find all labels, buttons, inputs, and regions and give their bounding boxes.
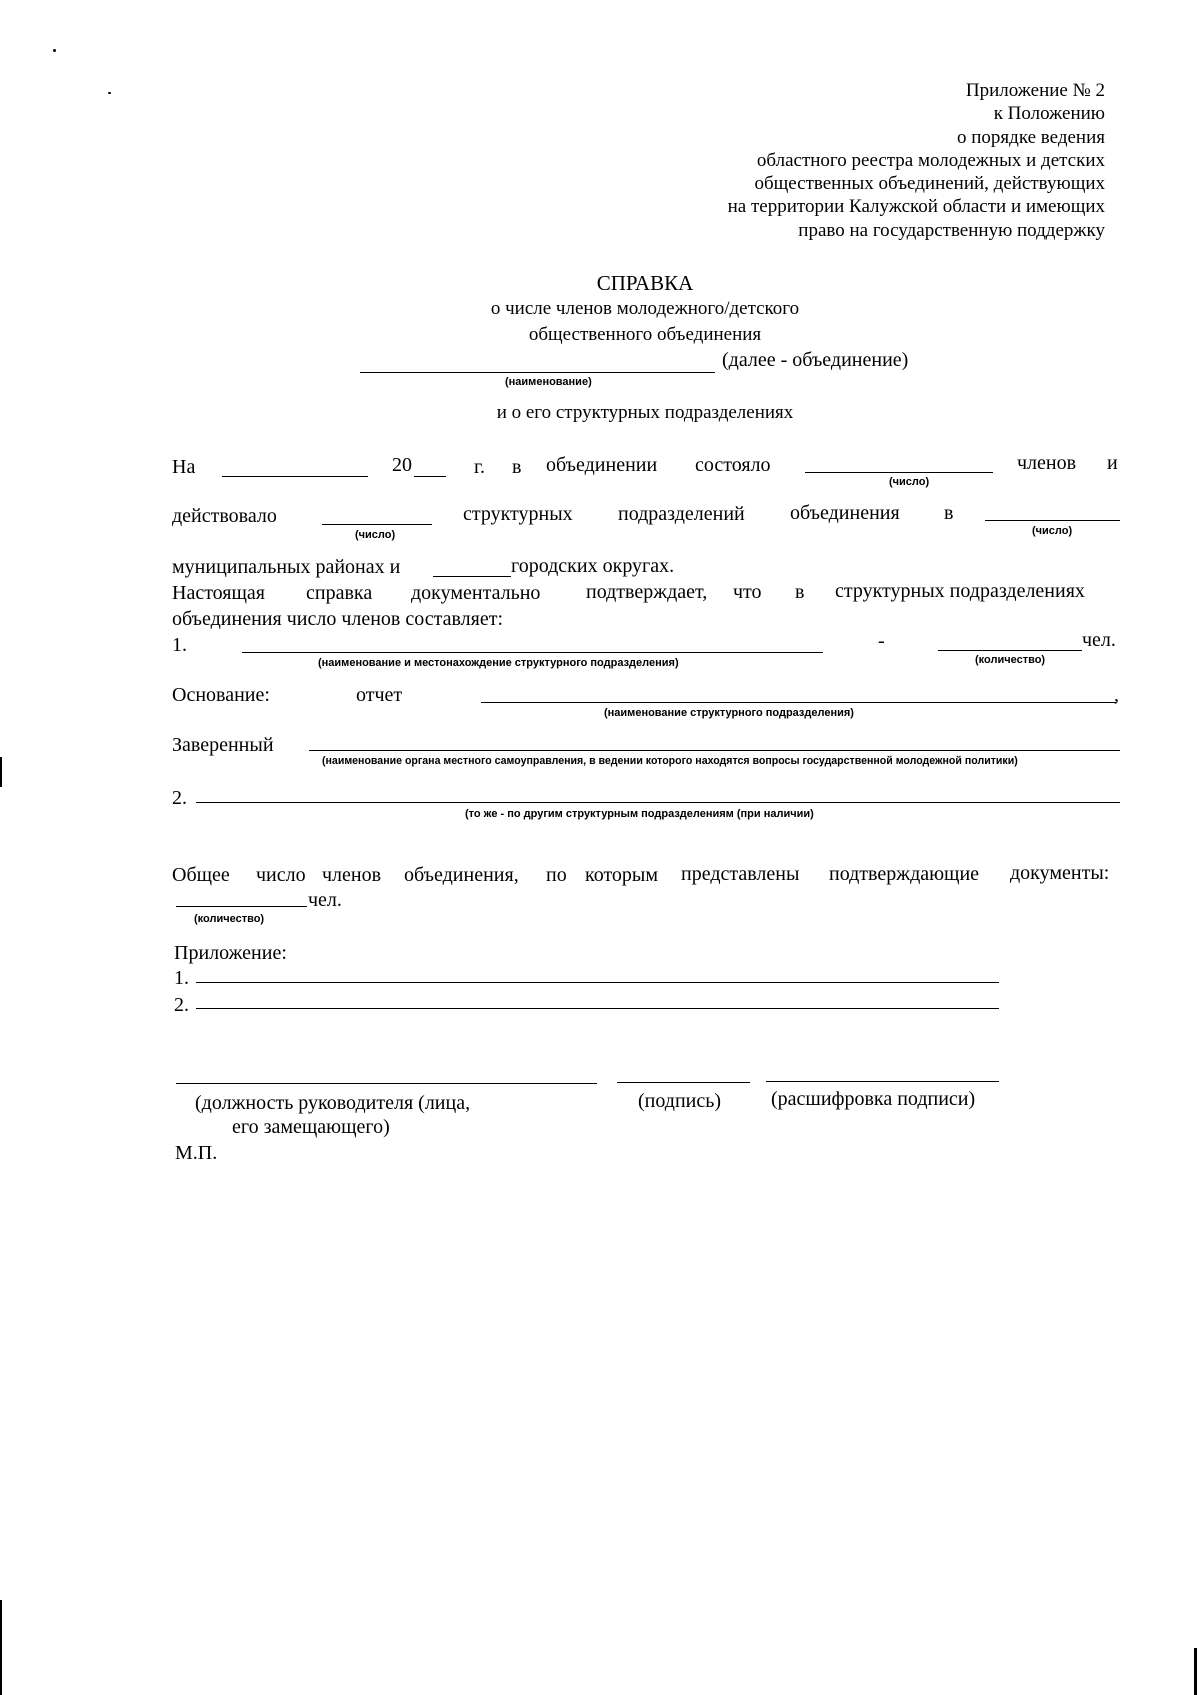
dash: - [878,630,885,652]
attachment-1-line [196,982,999,983]
name-blank-line [360,372,715,373]
seal-placeholder: М.П. [175,1142,218,1164]
scan-edge-mark [0,757,2,787]
scan-speck [53,49,56,52]
document-subtitle: общественного объединения [528,324,762,345]
name-suffix: (далее - объединение) [722,349,909,371]
text-word: структурных подразделениях [835,580,1085,602]
appendix-line: общественных объединений, действующих [754,173,1105,195]
unit-suffix: чел. [1082,629,1116,651]
text-word: Общее [172,864,230,886]
appendix-line: Приложение № 2 [965,80,1105,101]
appendix-line: на территории Калужской области и имеющих [727,196,1105,218]
signature-blank-line [617,1082,750,1083]
appendix-block [585,79,1105,242]
text-word: справка [306,582,373,604]
appendix-line: о порядке ведения [957,126,1105,148]
basis-caption: (наименование структурного подразделения) [604,707,854,719]
basis-blank-line [481,702,1116,703]
total-suffix: чел. [308,889,342,911]
text-word: подтверждающие [829,863,980,885]
text-word: структурных [463,503,573,525]
districts-blank-line [985,520,1120,521]
basis-comma: , [1114,684,1119,706]
certified-caption: (наименование органа местного самоуправления, в ведении которого находятся вопросы государственной молодежной политики) [322,755,1018,767]
position-blank-line [176,1083,597,1084]
appendix-line: областного реестра молодежных и детских [756,149,1105,171]
text-word: объединения [790,502,900,524]
text-line: городских округах. [511,555,675,577]
total-blank-line [176,906,307,907]
scan-speck [108,92,111,94]
units-caption: (число) [355,529,396,541]
appendix-line: право на государственную поддержку [798,219,1105,241]
signature-decode-caption: (расшифровка подписи) [771,1088,976,1110]
text-word: и [1107,452,1118,474]
position-caption: (должность руководителя (лица, [195,1092,471,1114]
basis-label: Основание: [172,684,270,706]
text-word: объединения, [404,864,519,886]
units-blank-line [322,524,432,525]
text-word: число [256,864,306,886]
name-caption: (наименование) [505,376,592,388]
attachment-number: 1. [174,967,189,989]
attachment-label: Приложение: [174,942,287,964]
text-word: состояло [695,454,771,476]
text-line: муниципальных районах и [172,556,401,578]
text-word: в [512,456,522,478]
total-caption: (количество) [194,913,265,925]
date-blank-line [222,476,368,477]
text-word: г. [474,456,485,478]
document-title: СПРАВКА [596,271,694,295]
scan-edge-mark [1194,1648,1197,1695]
basis-value: отчет [356,684,403,706]
text-word: подтверждает, [586,581,708,603]
text-word: На [172,456,196,478]
item-number: 2. [172,787,187,809]
scan-edge-mark [0,1600,2,1695]
certified-label: Заверенный [172,734,274,756]
text-word: в [944,502,954,524]
text-word: в [795,581,805,603]
text-word: членов [1017,452,1077,474]
year-prefix: 20 [392,454,412,476]
text-word: представлены [681,863,800,885]
attachment-number: 2. [174,994,189,1016]
position-caption: его замещающего) [232,1116,390,1138]
text-word: Настоящая [172,582,265,604]
quantity-caption: (количество) [975,654,1046,666]
text-word: подразделений [618,503,745,525]
certified-blank-line [309,750,1120,751]
signature-caption: (подпись) [638,1090,722,1112]
document-subtitle: о числе членов молодежного/детского [490,298,800,319]
text-word: документы: [1010,862,1110,884]
quantity-blank-line [938,650,1082,651]
year-blank-line [414,476,446,477]
text-word: которым [585,864,659,886]
unit-name-blank-line [242,652,823,653]
document-subtitle: и о его структурных подразделениях [496,402,794,423]
item2-caption: (то же - по другим структурным подразделениям (при наличии) [465,808,814,820]
text-word: документально [411,582,541,604]
attachment-2-line [196,1008,999,1009]
text-word: действовало [172,505,277,527]
members-caption: (число) [889,476,930,488]
text-line: объединения число членов составляет: [172,608,504,630]
text-word: объединении [546,454,658,476]
text-word: по [546,864,567,886]
text-word: членов [322,864,382,886]
appendix-line: к Положению [993,103,1105,125]
item-number: 1. [172,634,187,656]
signature-decode-blank-line [766,1081,999,1082]
okrug-blank-line [433,576,511,577]
districts-caption: (число) [1032,525,1073,537]
item2-blank-line [196,802,1120,803]
text-word: что [733,581,762,603]
members-blank-line [805,472,993,473]
unit-name-caption: (наименование и местонахождение структурного подразделения) [318,657,679,669]
